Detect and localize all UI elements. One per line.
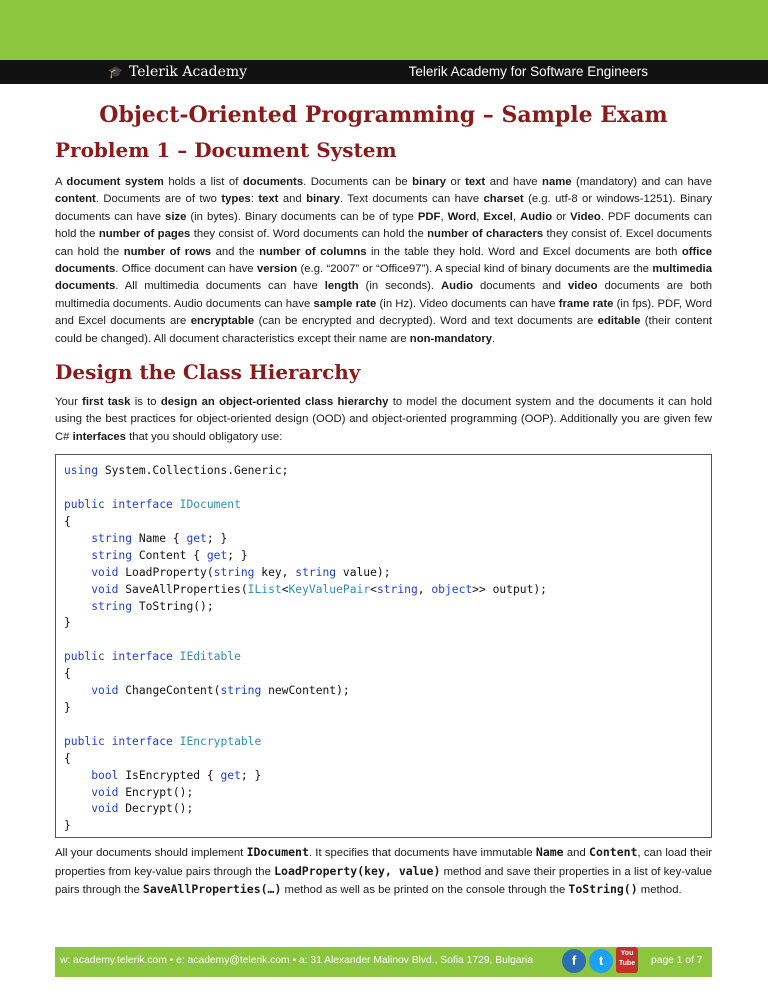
brand-logo[interactable] bbox=[108, 64, 247, 80]
code-listing bbox=[64, 463, 703, 835]
header-accent-bar bbox=[0, 0, 768, 60]
brand-name: Telerik Academy bbox=[128, 64, 248, 80]
code-line: { bbox=[64, 667, 71, 681]
code-line: void ChangeContent(string newContent); bbox=[91, 684, 350, 698]
emphasis: text bbox=[258, 193, 279, 206]
code-line: } bbox=[64, 616, 71, 630]
emphasis: types bbox=[221, 193, 251, 206]
inline-code: IDocument bbox=[246, 845, 309, 860]
youtube-icon[interactable] bbox=[616, 947, 638, 973]
emphasis: Word bbox=[447, 210, 477, 223]
emphasis: design an object-oriented class hierarchy bbox=[160, 396, 389, 409]
interface-explanation: All your documents should implement IDocument. It specifies that documents have immutable Name and Content, can load their properties from key-value pairs through the LoadProperty(key, value) method and save their properties in a list of key-value pairs through the SaveAllProperties(…) method as well as be printed on the console through the ToString() method. bbox=[55, 845, 712, 897]
emphasis: number of pages bbox=[98, 228, 191, 241]
emphasis: sample rate bbox=[313, 297, 377, 310]
inline-code: Content bbox=[589, 845, 638, 860]
code-type: IList bbox=[247, 582, 282, 596]
emphasis: version bbox=[256, 263, 298, 276]
emphasis: content bbox=[55, 193, 96, 206]
emphasis: number of characters bbox=[427, 228, 544, 241]
code-line: { bbox=[64, 751, 71, 765]
inline-code: SaveAllProperties(…) bbox=[142, 882, 282, 897]
emphasis: Audio bbox=[520, 210, 553, 223]
code-keyword: string bbox=[91, 599, 133, 613]
problem-description: A document system holds a list of documents. Documents can be binary or text and have name (mandatory) and can have content. Documents are of two types: text and binary. Text documents can have charset (e.g. utf-8 or windows-1251). Binary documents can have size (in bytes). Binary documents can be of type PDF, Word, Excel, Audio or Video. PDF documents can hold the number of pages they consist of. Word documents can hold the number of characters they consist of. Excel documents can hold the number of rows and the number of columns in the table they hold. Word and Excel documents are both office documents. Office document can have version (e.g. “2007” or “Office97”). A special kind of binary documents are the multimedia documents. All multimedia documents can have length (in seconds). Audio documents and video documents are both multimedia documents. Audio documents can have sample rate (in Hz). Video documents can have frame rate (in fps). PDF, Word and Excel documents are encryptable (can be encrypted and decrypted). Word and text documents are editable (their content could be changed). All document characteristics except their name are non-mandatory. bbox=[55, 176, 713, 345]
header-tagline: Telerik Academy for Software Engineers bbox=[408, 64, 648, 79]
code-line bbox=[64, 735, 261, 748]
code-line: void LoadProperty(string key, string value); bbox=[91, 565, 391, 579]
code-keyword: interface bbox=[111, 498, 173, 512]
emphasis: office documents bbox=[55, 245, 712, 276]
code-line: string Name { get; } bbox=[91, 531, 228, 545]
code-keyword: using bbox=[64, 464, 99, 478]
emphasis: editable bbox=[597, 315, 641, 328]
emphasis: PDF bbox=[417, 210, 441, 223]
facebook-icon[interactable]: f bbox=[562, 949, 586, 973]
emphasis: document system bbox=[66, 176, 164, 188]
code-keyword: string bbox=[295, 565, 337, 579]
emphasis: binary bbox=[412, 176, 447, 188]
code-line: } bbox=[64, 700, 71, 714]
code-line: void Encrypt(); bbox=[91, 785, 194, 799]
code-keyword: public bbox=[64, 650, 105, 664]
code-line: using System.Collections.Generic; bbox=[64, 464, 289, 478]
emphasis: non-mandatory bbox=[409, 332, 493, 345]
code-keyword: string bbox=[213, 565, 255, 579]
emphasis: interfaces bbox=[72, 430, 126, 443]
twitter-icon[interactable]: t bbox=[589, 949, 613, 973]
emphasis: encryptable bbox=[190, 315, 255, 328]
code-line: void SaveAllProperties(IList<KeyValuePair<string, object>> output); bbox=[91, 582, 547, 596]
code-keyword: void bbox=[91, 582, 119, 596]
code-keyword: public bbox=[64, 498, 105, 512]
code-type: IEncryptable bbox=[179, 734, 262, 748]
emphasis: number of columns bbox=[259, 245, 367, 258]
section-heading-problem-1: Problem 1 – Document System bbox=[55, 138, 397, 162]
code-keyword: void bbox=[91, 684, 119, 698]
design-description: Your first task is to design an object-oriented class hierarchy to model the document system and the documents it can hold using the best practices for object-oriented design (OOD) and object-oriented programming (OOP). Additionally you are given few C# interfaces that you should obligatory use: bbox=[55, 396, 713, 443]
emphasis: binary bbox=[306, 193, 340, 206]
code-line bbox=[64, 650, 241, 663]
code-block bbox=[55, 454, 712, 838]
emphasis: length bbox=[324, 280, 359, 293]
code-line bbox=[64, 498, 241, 511]
code-line: { bbox=[64, 515, 71, 528]
code-keyword: object bbox=[431, 582, 473, 596]
code-keyword: void bbox=[91, 565, 119, 579]
code-keyword: string bbox=[220, 684, 262, 698]
code-keyword: get bbox=[186, 531, 207, 545]
code-line: string ToString(); bbox=[91, 599, 214, 613]
emphasis: Video bbox=[570, 210, 601, 223]
code-keyword: bool bbox=[91, 768, 119, 782]
code-type: IDocument bbox=[179, 498, 241, 512]
emphasis: number of rows bbox=[123, 245, 212, 258]
code-type: KeyValuePair bbox=[288, 582, 371, 596]
code-line: } bbox=[64, 819, 71, 833]
inline-code: LoadProperty(key, value) bbox=[274, 863, 441, 878]
code-keyword: string bbox=[91, 531, 133, 545]
emphasis: first task bbox=[82, 396, 131, 409]
code-line: bool IsEncrypted { get; } bbox=[91, 768, 262, 782]
code-line: void Decrypt(); bbox=[91, 802, 194, 816]
code-keyword: void bbox=[91, 802, 119, 816]
code-type: IEditable bbox=[179, 650, 241, 664]
page-title: Object-Oriented Programming – Sample Exam bbox=[99, 102, 668, 128]
emphasis: multimedia documents bbox=[55, 263, 712, 293]
emphasis: frame rate bbox=[558, 297, 614, 310]
emphasis: charset bbox=[483, 193, 524, 206]
code-keyword: void bbox=[91, 785, 119, 799]
document-body bbox=[55, 100, 712, 899]
code-keyword: interface bbox=[111, 734, 173, 748]
page-number: page 1 of 7 bbox=[651, 955, 703, 966]
inline-code: ToString() bbox=[568, 882, 638, 897]
code-keyword: interface bbox=[111, 650, 173, 664]
code-keyword: get bbox=[206, 548, 228, 562]
youtube-label-bottom: Tube bbox=[618, 960, 636, 967]
emphasis: name bbox=[542, 176, 572, 188]
emphasis: video bbox=[568, 280, 598, 293]
code-keyword: string bbox=[376, 582, 418, 596]
emphasis: Audio bbox=[441, 280, 474, 293]
inline-code: Name bbox=[535, 845, 564, 860]
code-keyword: string bbox=[91, 548, 133, 562]
emphasis: size bbox=[165, 210, 187, 223]
youtube-label-top: You bbox=[620, 950, 634, 957]
code-line: string Content { get; } bbox=[91, 548, 248, 562]
code-keyword: public bbox=[64, 734, 105, 748]
section-heading-design: Design the Class Hierarchy bbox=[55, 360, 361, 385]
footer-contact: w: academy.telerik.com • e: academy@telerik.com • a: 31 Alexander Malinov Blvd., Sofia 1729, Bulgaria bbox=[60, 955, 534, 966]
emphasis: documents bbox=[242, 176, 304, 188]
graduation-cap-icon: 🎓 bbox=[108, 65, 123, 79]
code-keyword: get bbox=[220, 768, 241, 782]
emphasis: Excel bbox=[483, 210, 513, 223]
emphasis: text bbox=[465, 176, 486, 188]
